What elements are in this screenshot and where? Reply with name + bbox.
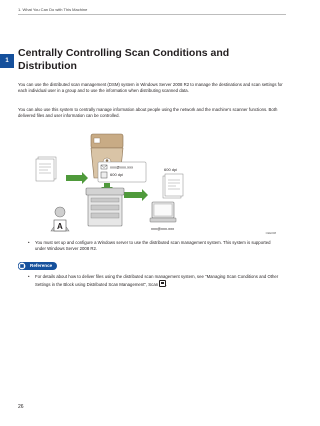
second-paragraph: You can also use this system to centrally manage information about people using the network and the machine's scanner functions. Both delivered files and user information can be controlled. bbox=[18, 107, 278, 119]
settings-email: xxx@xxx.xxx bbox=[110, 164, 134, 170]
bullet-icon: • bbox=[28, 240, 30, 245]
user-label: A bbox=[57, 222, 63, 231]
recipient-email: xxx@xxx.xxx bbox=[151, 226, 175, 231]
arrow-icon bbox=[124, 189, 148, 201]
intro-paragraph: You can use the distributed scan management (DSM) system in Windows Server 2008 R2 to manage the destinations and scan settings for each individual user in a group and to use the information when distributing scanned data. bbox=[18, 82, 283, 94]
scan-key-icon bbox=[159, 280, 166, 287]
reference-end: . bbox=[166, 282, 168, 288]
page-title: Centrally Controlling Scan Conditions and Distribution bbox=[18, 47, 230, 72]
reference-icon bbox=[18, 262, 27, 270]
document-dpi: 600 dpi bbox=[164, 167, 178, 172]
printer-icon bbox=[86, 188, 124, 226]
bullet-icon: • bbox=[28, 274, 30, 279]
reference-text: For details about how to deliver files using the distributed scan management system, see "Managing Scan Conditions and Other Settings in the Block using Distributed Scan Management", Scan bbox=[35, 274, 279, 288]
reference-item bbox=[28, 274, 282, 288]
header-rule bbox=[18, 14, 286, 15]
scanned-document-icon bbox=[163, 167, 183, 198]
list-item bbox=[28, 240, 282, 252]
arrow-icon bbox=[66, 172, 88, 184]
scan-settings-card bbox=[98, 162, 146, 182]
figure-code: CEE008 bbox=[265, 231, 276, 235]
computer-icon bbox=[150, 202, 176, 231]
page-number: 26 bbox=[18, 404, 24, 410]
user-icon bbox=[51, 207, 69, 231]
document-icon bbox=[36, 157, 56, 181]
reference-label: Reference bbox=[22, 262, 57, 270]
list-item-text: You must set up and configure a Windows server to use the distributed scan management system. This system is supported under Windows Server 2008 R2. bbox=[35, 240, 271, 252]
dsm-illustration bbox=[28, 132, 276, 235]
running-head: 1. What You Can Do with This Machine bbox=[18, 7, 88, 12]
settings-dpi: 600 dpi bbox=[110, 172, 124, 177]
chapter-tab: 1 bbox=[0, 54, 14, 68]
dsm-figure bbox=[28, 132, 276, 235]
